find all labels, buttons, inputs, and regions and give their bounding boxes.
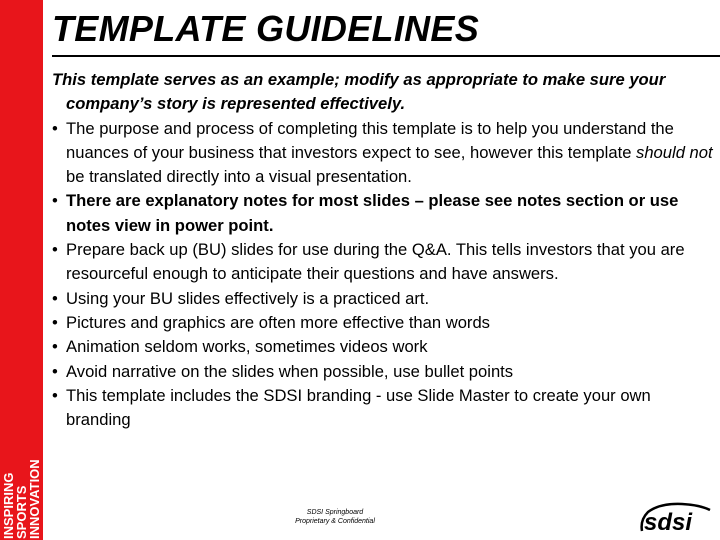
slide-title: TEMPLATE GUIDELINES: [52, 8, 480, 49]
bullet-item: [52, 335, 716, 359]
brand-line-sports: SPORTS: [14, 485, 29, 539]
bullet-item: [52, 238, 716, 287]
brand-tagline: [0, 455, 43, 540]
bullet-dot-icon: •: [52, 312, 58, 332]
intro-text: This template serves as an example; modify as appropriate to make sure your company’s story is represented effectively.: [52, 70, 666, 114]
bullet-text: Avoid narrative on the slides when possible, use bullet points: [66, 361, 514, 381]
bullet-list: [52, 117, 716, 433]
brand-line-inspiring: INSPIRING: [1, 472, 16, 539]
bullet-dot-icon: •: [52, 240, 58, 260]
bullet-dot-icon: •: [52, 337, 58, 357]
bullet-dot-icon: •: [52, 118, 58, 138]
bullet-item: [52, 117, 716, 190]
bullet-item: [52, 360, 716, 384]
bullet-text: should not: [636, 142, 713, 162]
bullet-item: [52, 189, 716, 238]
bullet-text: be translated directly into a visual presentation.: [66, 167, 412, 187]
bullet-text: Using your BU slides effectively is a practiced art.: [66, 288, 430, 308]
bullet-text: There are explanatory notes for most slides – please see notes section or use notes view in power point.: [66, 191, 679, 235]
bullet-dot-icon: •: [52, 361, 58, 381]
title-divider: [52, 55, 720, 57]
slide-body: [52, 68, 716, 432]
brand-line-innovation: INNOVATION: [27, 459, 42, 539]
bullet-text: Animation seldom works, sometimes videos work: [66, 337, 428, 357]
bullet-text: The purpose and process of completing this template is to help you understand the nuances of your business that investors expect to see, however this template: [66, 118, 674, 162]
footer-note: [270, 508, 400, 526]
footer-line-1: SDSI Springboard: [306, 509, 364, 516]
footer-line-2: Proprietary & Confidential: [295, 518, 375, 525]
logo-text: sdsi: [644, 509, 693, 534]
bullet-text: Prepare back up (BU) slides for use during the Q&A. This tells investors that you are resourceful enough to anticipate their questions and have answers.: [66, 240, 685, 284]
bullet-text: This template includes the SDSI branding - use Slide Master to create your own branding: [66, 385, 651, 430]
bullet-dot-icon: •: [52, 288, 58, 308]
bullet-item: [52, 311, 716, 335]
bullet-dot-icon: •: [52, 385, 58, 405]
bullet-item: [52, 287, 716, 311]
bullet-text: Pictures and graphics are often more effective than words: [66, 312, 490, 332]
sdsi-logo-icon: [638, 500, 714, 534]
bullet-dot-icon: •: [52, 191, 58, 211]
bullet-item: [52, 384, 716, 433]
